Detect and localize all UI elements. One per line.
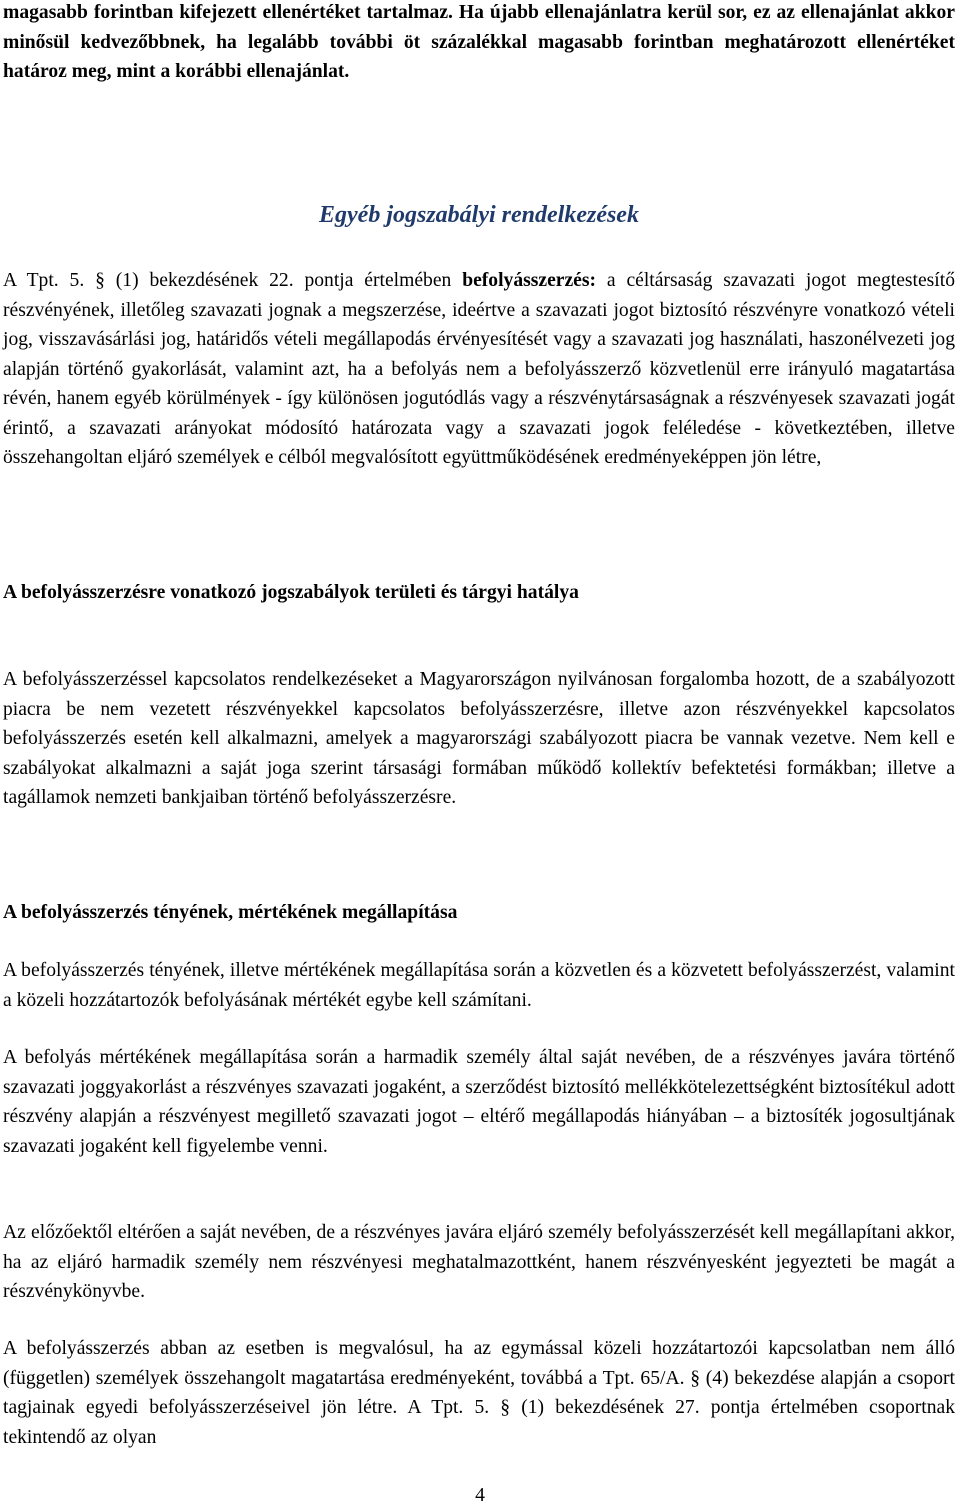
definition-paragraph <box>3 266 955 473</box>
scope-paragraph: A befolyásszerzéssel kapcsolatos rendelkezéseket a Magyarországon nyilvánosan forgalomba hozott, de a szabályozott piacra be nem vezetett részvényekkel kapcsolatos befolyásszerzésre, illetve azon részvényekkel kapcsolatos befolyásszerzés esetén kell alkalmazni, amelyek a magyarországi szabályozott piacra be vannak vezetve. Nem kell e szabályokat alkalmazni a saját joga szerint társasági formában működő kollektív befektetési formákban; illetve a tagállamok nemzeti bankjaiban történő befolyásszerzésre. <box>3 669 955 808</box>
definition-prefix: A Tpt. 5. § (1) bekezdésének 22. pontja értelmében <box>3 270 463 291</box>
section-title: Egyéb jogszabályi rendelkezések <box>319 202 639 228</box>
definition-term: befolyásszerzés: <box>462 270 597 291</box>
definition-body: a céltársaság szavazati jogot megtestesítő részvényének, illetőleg szavazati jognak a megszerzése, ideértve a szavazati jogot biztosító részvényre vonatkozó vételi jog, visszavásárlási jog, határidős vételi megállapodás érvényesítését vagy a szavazati jog használati, haszonélvezeti jog alapján történő gyakorlását, valamint azt, ha a befolyás nem a befolyásszerző közvetlenül erre irányuló magatartása révén, hanem egyéb körülmények - így különösen jogutódlás vagy a részvénytársaságnak a részvényesek szavazati jogát érintő, a szavazati arányokat módosító határozata vagy a szavazati jogok feléledése - következtében, illetve összehangoltan eljáró személyek e célból megvalósított együttműködésének eredményeképpen jön létre, <box>3 270 955 468</box>
determination-paragraph-2: A befolyás mértékének megállapítása során a harmadik személy által saját nevében, de a részvényes javára történő szavazati joggyakorlást a részvényes szavazati jogaként, a szerződést biztosító mellékkötelezettségként biztosítékul adott részvény alapján a részvényest megillető szavazati jogot – eltérő megállapodás hiányában – a biztosíték jogosultjának szavazati jogaként kell figyelembe venni. <box>3 1047 955 1157</box>
heading-determination: A befolyásszerzés tényének, mértékének megállapítása <box>3 902 458 923</box>
page-number: 4 <box>475 1485 485 1506</box>
determination-paragraph-4: A befolyásszerzés abban az esetben is megvalósul, ha az egymással közeli hozzátartozói kapcsolatban nem álló (független) személyek összehangolt magatartása eredményeként, továbbá a Tpt. 65/A. § (4) bekezdése alapján a csoport tagjainak egyedi befolyásszerzéseivel jön létre. A Tpt. 5. § (1) bekezdésének 27. pontja értelmében csoportnak tekintendő az olyan <box>3 1338 955 1448</box>
determination-paragraph-1: A befolyásszerzés tényének, illetve mértékének megállapítása során a közvetlen és a közvetett befolyásszerzést, valamint a közeli hozzátartozók befolyásának mértékét egybe kell számítani. <box>3 960 955 1011</box>
intro-paragraph: magasabb forintban kifejezett ellenértéket tartalmaz. Ha újabb ellenajánlatra kerül sor, ez az ellenajánlat akkor minősül kedvezőbbnek, ha legalább további öt százalékkal magasabb forintban meghatározott ellenértéket határoz meg, mint a korábbi ellenajánlat. <box>3 2 955 82</box>
determination-paragraph-3: Az előzőektől eltérően a saját nevében, de a részvényes javára eljáró személy befolyásszerzését kell megállapítani akkor, ha az eljáró harmadik személy nem részvényesi meghatalmazottként, hanem részvényesként jegyezteti be magát a részvénykönyvbe. <box>3 1222 955 1302</box>
heading-scope: A befolyásszerzésre vonatkozó jogszabályok területi és tárgyi hatálya <box>3 582 579 603</box>
